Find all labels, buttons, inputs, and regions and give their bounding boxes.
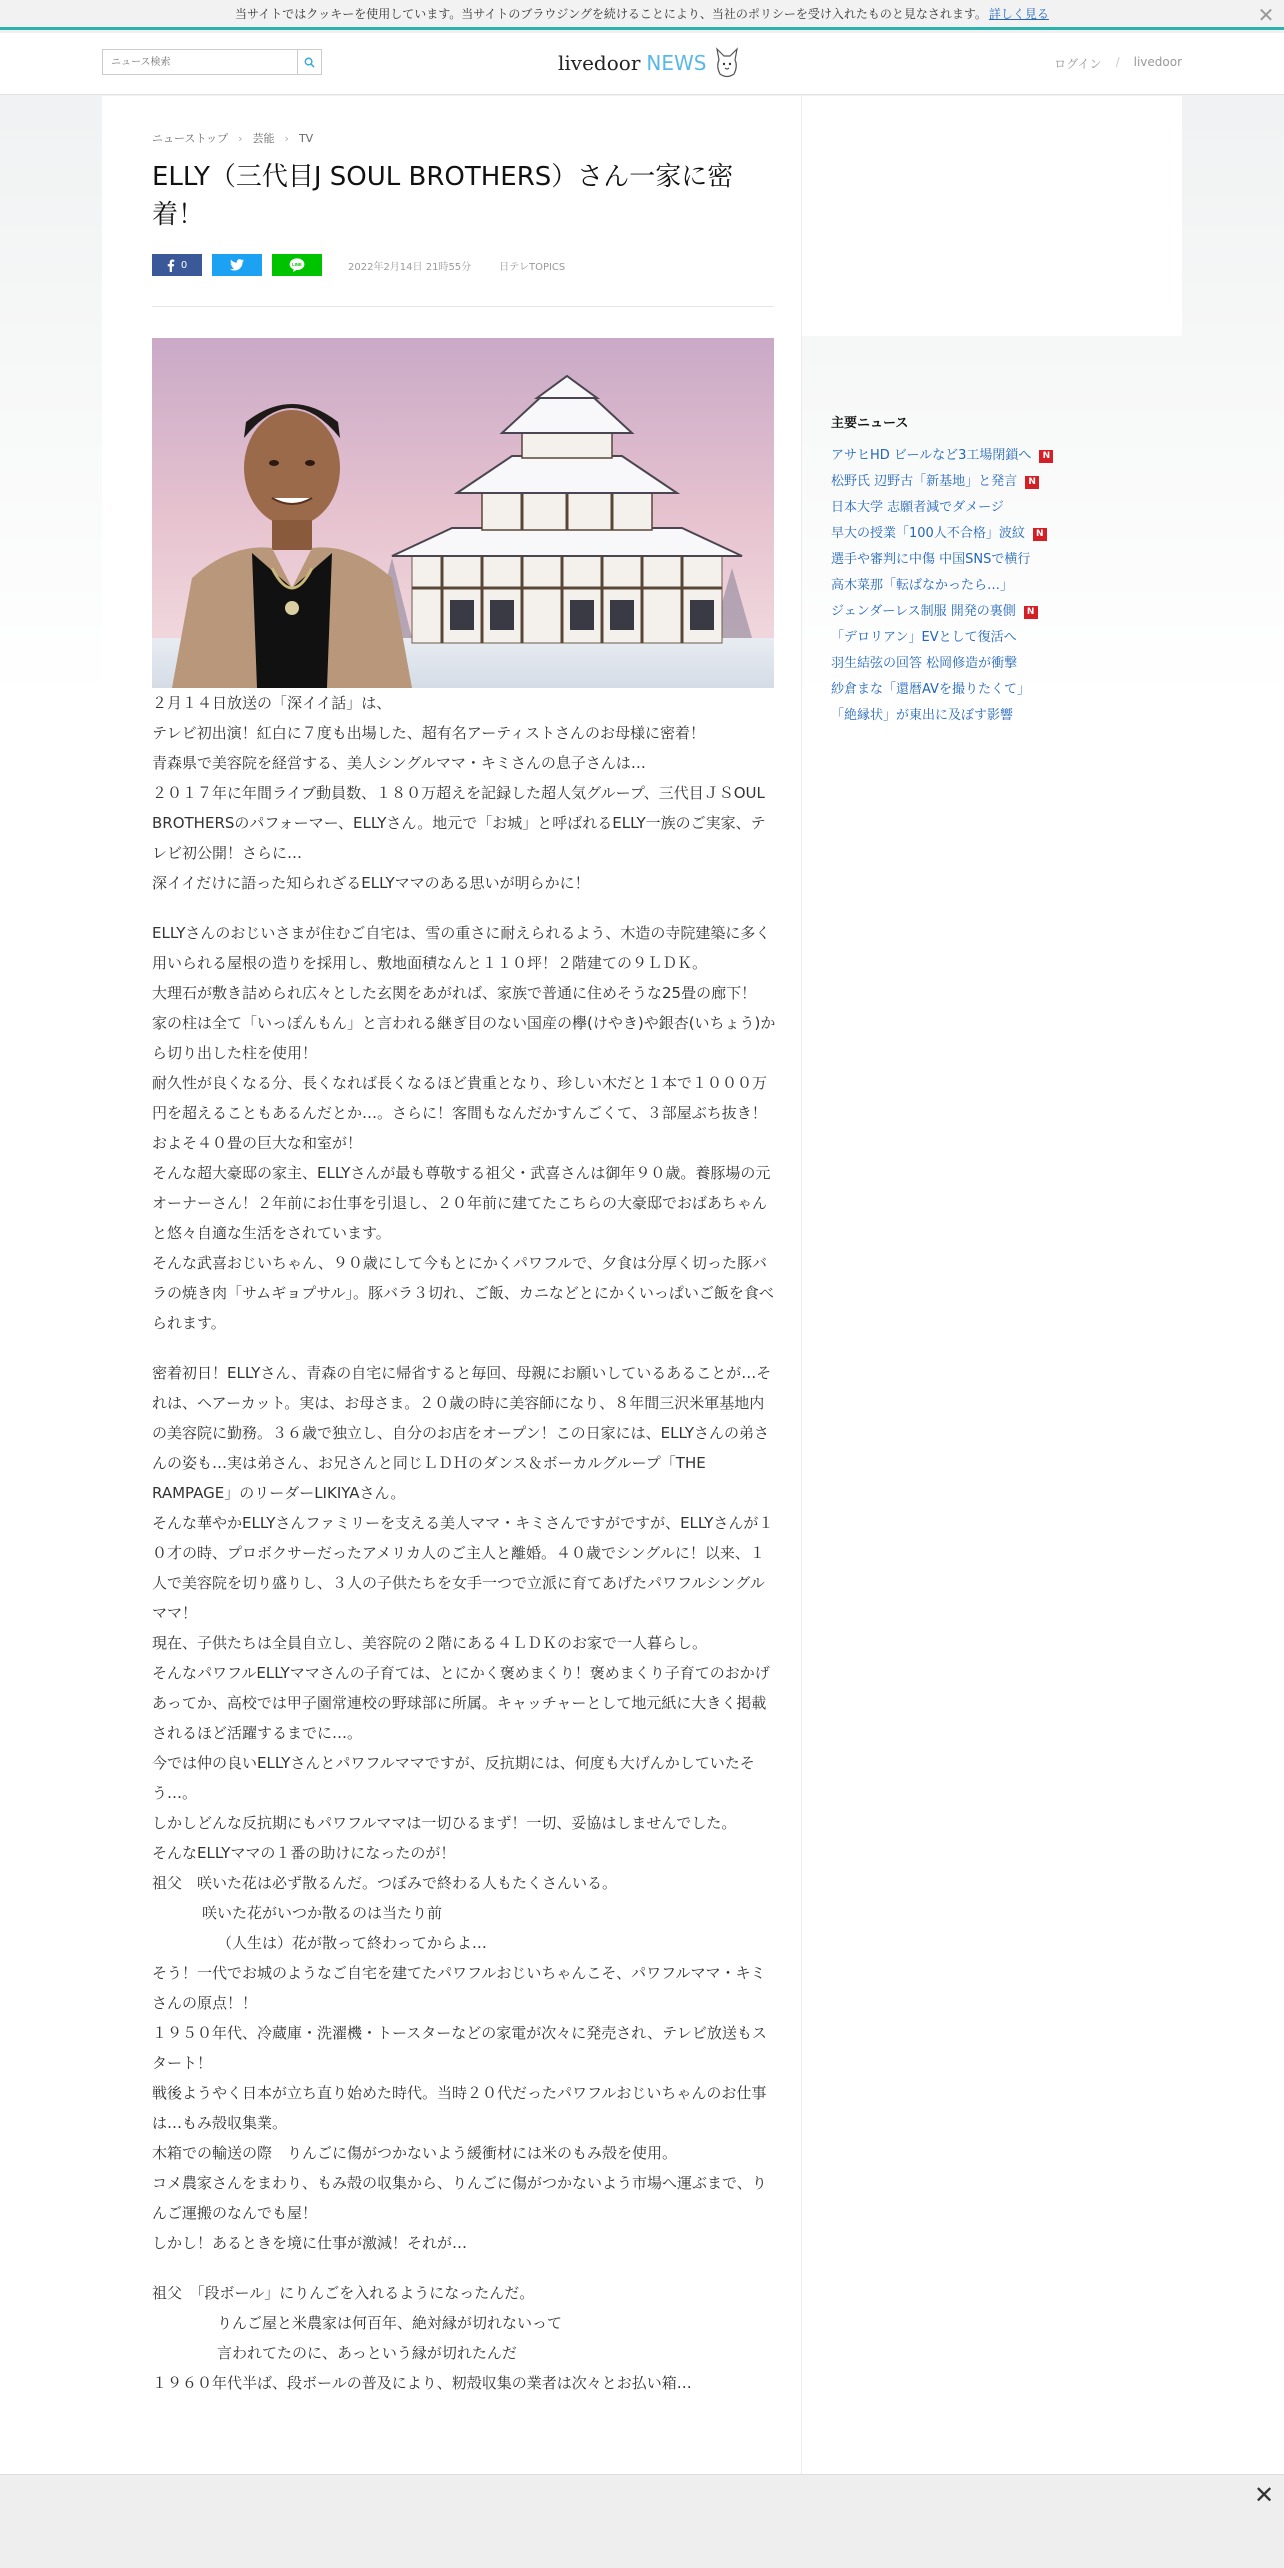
main-news-item-label: 早大の授業「100人不合格」波紋: [831, 526, 1025, 541]
cookie-message: 当サイトではクッキーを使用しています。当サイトのブラウジングを続けることにより、当社のポリシーを受け入れたものと見なされます。: [235, 7, 987, 21]
site-header: [0, 33, 1284, 95]
svg-text:LINE: LINE: [292, 262, 302, 268]
twitter-icon: [230, 259, 244, 271]
article-paragraph: そんなパワフルELLYママさんの子育ては、とにかく褒めまくり！褒めまくり子育てのおかげあってか、高校では甲子園常連校の野球部に所属。キャッチャーとして地元紙に大きく掲載されるほど活躍するまでに…。: [152, 1664, 770, 1742]
logo-text: livedoor: [558, 51, 641, 75]
main-news-item-label: 選手や審判に中傷 中国SNSで横行: [831, 552, 1031, 567]
article-paragraph: 深イイだけに語った知られざるELLYママのある思いが明らかに！: [152, 874, 590, 892]
search-box: [102, 49, 322, 75]
mascot-icon: [714, 46, 740, 80]
article-paragraph: ２０１７年に年間ライブ動員数、１８０万超えを記録した超人気グループ、三代目ＪＳOUL BROTHERSのパフォーマー、ELLYさん。地元で「お城」と呼ばれるELLY一族のご実家、テレビ初公開！さらに…: [152, 784, 766, 862]
facebook-count: 0: [180, 259, 188, 271]
main-news-item[interactable]: [831, 703, 1131, 729]
breadcrumb-item-entertainment[interactable]: 芸能: [252, 132, 275, 145]
main-news-item[interactable]: [831, 677, 1131, 703]
article-date: 2022年2月14日 21時55分: [348, 261, 472, 273]
line-share-button[interactable]: [272, 254, 322, 276]
main-news-item[interactable]: [831, 547, 1131, 573]
article-paragraph: 今では仲の良いELLYさんとパワフルママですが、反抗期には、何度も大げんかしていたそう…。: [152, 1754, 755, 1802]
facebook-share-button[interactable]: [152, 254, 202, 276]
share-row: [152, 254, 565, 276]
main-news-item-label: 羽生結弦の回答 松岡修造が衝撃: [831, 656, 1018, 671]
article-paragraph: 言われてたのに、あっという縁が切れたんだ: [217, 2344, 517, 2362]
article-hero-image: [152, 338, 774, 688]
main-news-item[interactable]: [831, 443, 1131, 469]
article-paragraph: しかしどんな反抗期にもパワフルママは一切ひるまず！一切、妥協はしませんでした。: [152, 1814, 737, 1832]
article-paragraph: そんなELLYママの１番の助けになったのが！: [152, 1844, 456, 1862]
article-paragraph: テレビ初出演！紅白に７度も出場した、超有名アーティストさんのお母様に密着！: [152, 724, 706, 742]
article-paragraph: 密着初日！ELLYさん、青森の自宅に帰省すると毎回、母親にお願いしているあることが…それは、ヘアーカット。実は、お母さま。２０歳の時に美容師になり、８年間三沢米軍基地内の美容院に勤務。３６歳で独立し、自分のお店をオープン！この日家には、ELLYさんの弟さんの姿も…実は弟さん、お兄さんと同じＬＤＨのダンス＆ボーカルグループ「THE RAMPAGE」のリーダーLIKIYAさん。: [152, 1364, 772, 1502]
main-news-item[interactable]: [831, 625, 1131, 651]
sidebar-panel: [802, 96, 1182, 336]
article-paragraph: コメ農家さんをまわり、もみ殻の収集から、りんごに傷がつかないよう市場へ運ぶまで、りんご運搬のなんでも屋！: [152, 2174, 767, 2222]
search-icon: [304, 57, 315, 68]
twitter-share-button[interactable]: [212, 254, 262, 276]
main-news-item-label: アサヒHD ビールなど3工場閉鎖へ: [831, 448, 1032, 463]
search-input[interactable]: [103, 50, 297, 74]
main-news-item[interactable]: [831, 573, 1131, 599]
article-paragraph: そう！一代でお城のようなご自宅を建てたパワフルおじいちゃんこそ、パワフルママ・キミさんの原点！！: [152, 1964, 766, 2012]
new-badge: N: [1033, 528, 1047, 541]
article-paragraph: １９５０年代、冷蔵庫・洗濯機・トースターなどの家電が次々に発売され、テレビ放送もスタート！: [152, 2024, 767, 2072]
site-logo[interactable]: [558, 43, 740, 83]
breadcrumb: [152, 130, 313, 146]
close-icon[interactable]: ✕: [1253, 2481, 1275, 2509]
main-news-item[interactable]: [831, 651, 1131, 677]
article-paragraph: ELLYさんのおじいさまが住むご自宅は、雪の重さに耐えられるよう、木造の寺院建築に多く用いられる屋根の造りを採用し、敷地面積なんと１１０坪！２階建ての９ＬＤＫ。: [152, 924, 771, 972]
article-paragraph: 家の柱は全て「いっぽんもん」と言われる継ぎ目のない国産の欅(けやき)や銀杏(いちょう)から切り出した柱を使用！: [152, 1014, 776, 1062]
article-paragraph: 祖父 咲いた花は必ず散るんだ。つぼみで終わる人もたくさんいる。: [152, 1874, 618, 1892]
article-paragraph: 木箱での輸送の際 りんごに傷がつかないよう緩衝材には米のもみ殻を使用。: [152, 2144, 678, 2162]
breadcrumb-item-news-top[interactable]: ニューストップ: [152, 132, 229, 145]
article-title: ELLY（三代目J SOUL BROTHERS）さん一家に密着！: [152, 162, 734, 230]
line-icon: [289, 258, 305, 272]
chevron-right-icon: ›: [284, 131, 289, 145]
main-news-item-label: 日本大学 志願者減でダメージ: [831, 500, 1004, 515]
main-news-item-label: 高木菜那「転ばなかったら…」: [831, 578, 1014, 593]
divider: [152, 306, 774, 307]
article-paragraph: 耐久性が良くなる分、長くなれば長くなるほど貴重となり、珍しい木だと１本で１０００万円を超えることもあるんだとか…。さらに！客間もなんだかすんごくて、３部屋ぶち抜き！およそ４０畳の巨大な和室が！: [152, 1074, 768, 1152]
header-links: [1054, 55, 1182, 72]
main-news-item-label: 「デロリアン」EVとして復活へ: [831, 630, 1017, 645]
main-news-item-label: 松野氏 辺野古「新基地」と発言: [831, 474, 1018, 489]
paragraph-gap: [152, 898, 777, 918]
article-paragraph: ２月１４日放送の「深イイ話」は、: [152, 694, 392, 712]
article-paragraph: 咲いた花がいつか散るのは当たり前: [202, 1904, 443, 1922]
new-badge: N: [1039, 450, 1053, 463]
main-news-item[interactable]: [831, 469, 1131, 495]
main-news-list: [831, 443, 1131, 729]
article-paragraph: 現在、子供たちは全員自立し、美容院の２階にある４ＬＤＫのお家で一人暮らし。: [152, 1634, 708, 1652]
search-button[interactable]: [297, 50, 321, 74]
main-news-item[interactable]: [831, 599, 1131, 625]
breadcrumb-item-tv[interactable]: TV: [298, 131, 314, 145]
article-paragraph: （人生は）花が散って終わってからよ…: [217, 1934, 487, 1952]
article-body: [152, 688, 777, 2398]
article-paragraph: 戦後ようやく日本が立ち直り始めた時代。当時２０代だったパワフルおじいちゃんのお仕事は…もみ殻収集業。: [152, 2084, 767, 2132]
main-news-item-label: 「絶縁状」が東出に及ぼす影響: [831, 708, 1014, 723]
article-paragraph: りんご屋と米農家は何百年、絶対縁が切れないって: [217, 2314, 563, 2332]
cookie-close-icon[interactable]: ✕: [1257, 3, 1275, 27]
main-news-section: [831, 412, 1131, 729]
main-news-item[interactable]: [831, 521, 1131, 547]
main-news-item-label: ジェンダーレス制服 開発の裏側: [831, 604, 1016, 619]
article-paragraph: 青森県で美容院を経営する、美人シングルママ・キミさんの息子さんは…: [152, 754, 646, 772]
facebook-icon: [167, 259, 175, 272]
article-panel: [102, 96, 802, 2516]
article-paragraph: そんな武喜おじいちゃん、９０歳にして今もとにかくパワフルで、夕食は分厚く切った豚バラの焼き肉「サムギョプサル」。豚バラ３切れ、ご飯、カニなどとにかくいっぱいご飯を食べられます。: [152, 1254, 774, 1332]
new-badge: N: [1025, 476, 1039, 489]
login-link[interactable]: ログイン: [1054, 57, 1102, 71]
article-source[interactable]: 日テレTOPICS: [499, 261, 566, 273]
header-separator: /: [1115, 55, 1120, 69]
article-paragraph: １９６０年代半ば、段ボールの普及により、籾殻収集の業者は次々とお払い箱…: [152, 2374, 692, 2392]
livedoor-link[interactable]: livedoor: [1133, 55, 1182, 69]
bottom-ad-bar: [0, 2474, 1284, 2568]
article-paragraph: しかし！あるときを境に仕事が激減！それが…: [152, 2234, 468, 2252]
article-paragraph: そんな華やかELLYさんファミリーを支える美人ママ・キミさんですがですが、ELLYさんが１０才の時、プロボクサーだったアメリカ人のご主人と離婚。４０歳でシングルに！以来、１人で美容院を切り盛りし、３人の子供たちを女手一つで立派に育てあげたパワフルシングルママ！: [152, 1514, 774, 1622]
main-news-item[interactable]: [831, 495, 1131, 521]
main-news-heading: 主要ニュース: [831, 416, 909, 431]
article-paragraph: 大理石が敷き詰められ広々とした玄関をあがれば、家族で普通に住めそうな25畳の廊下！: [152, 984, 757, 1002]
paragraph-gap: [152, 1338, 777, 1358]
chevron-right-icon: ›: [238, 131, 243, 145]
article-paragraph: そんな超大豪邸の家主、ELLYさんが最も尊敬する祖父・武喜さんは御年９０歳。養豚場の元オーナーさん！２年前にお仕事を引退し、２０年前に建てたこちらの大豪邸でおばあちゃんと悠々自適な生活をされています。: [152, 1164, 771, 1242]
article-paragraph: 祖父 「段ボール」にりんごを入れるようになったんだ。: [152, 2284, 535, 2302]
main-news-item-label: 紗倉まな「還暦AVを撮りたくて」: [831, 682, 1030, 697]
logo-news: NEWS: [646, 51, 707, 75]
paragraph-gap: [152, 2258, 777, 2278]
cookie-details-link[interactable]: 詳しく見る: [988, 7, 1049, 21]
new-badge: N: [1024, 606, 1038, 619]
cookie-banner: [0, 0, 1284, 30]
